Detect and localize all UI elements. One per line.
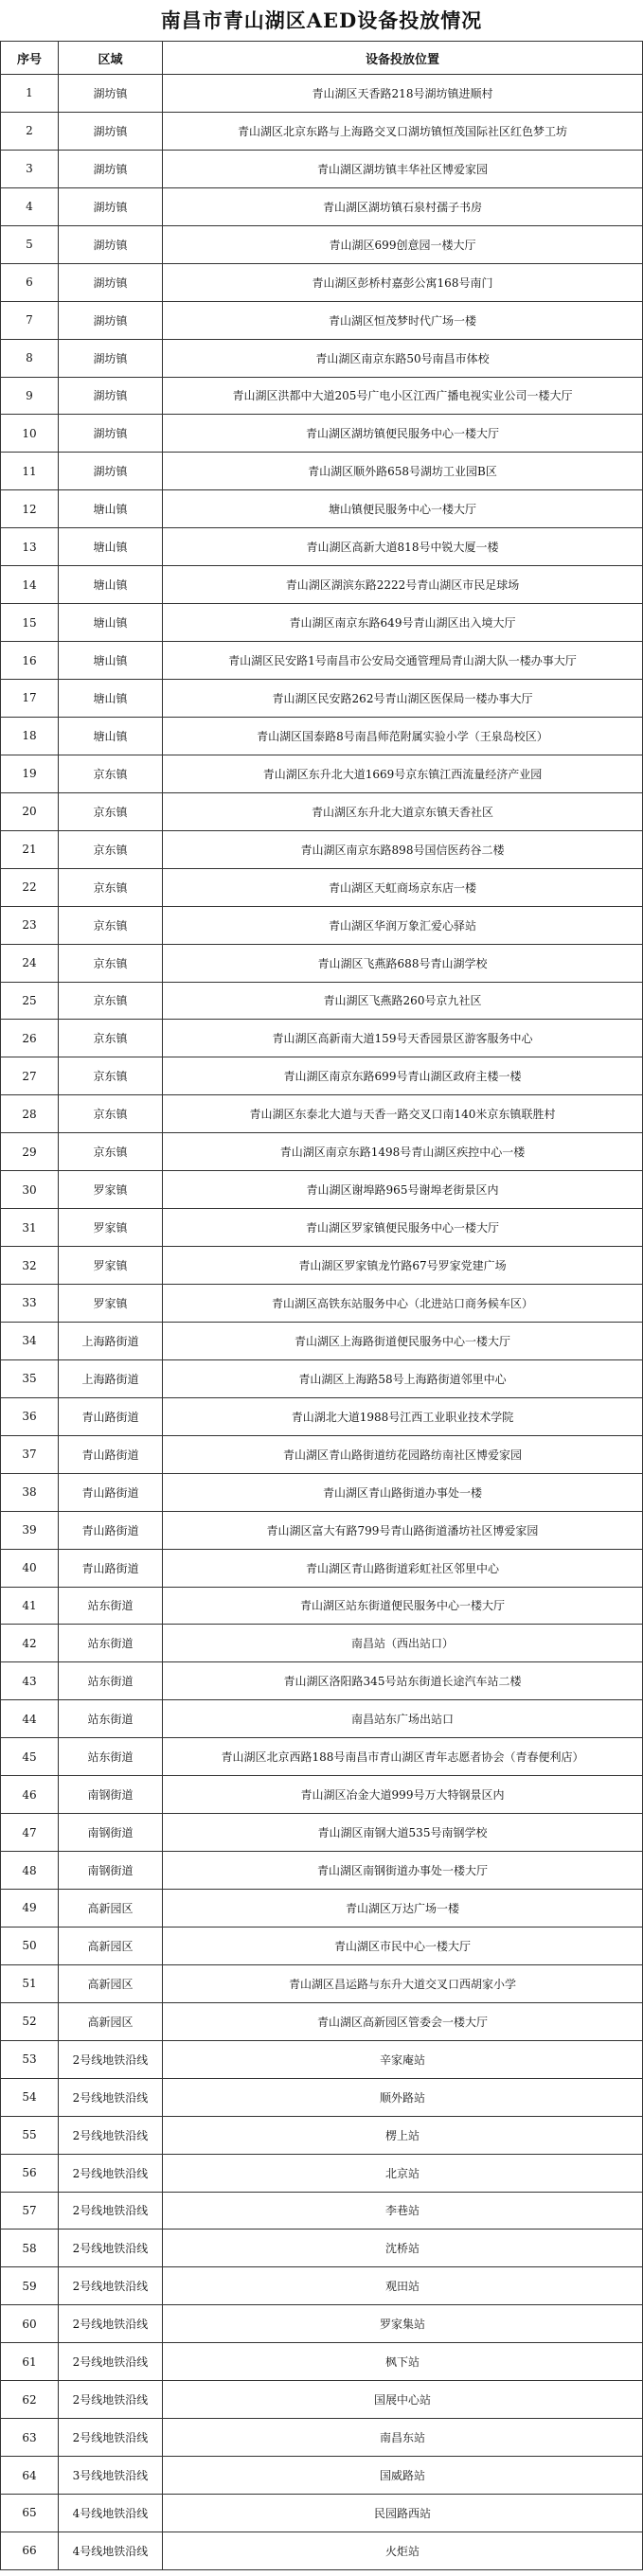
cell-no: 34 <box>1 1322 59 1359</box>
cell-location: 青山湖区北京西路188号南昌市青山湖区青年志愿者协会（青春便利店） <box>163 1738 643 1776</box>
cell-location: 沈桥站 <box>163 2230 643 2267</box>
cell-location: 青山湖区洛阳路345号站东街道长途汽车站二楼 <box>163 1662 643 1700</box>
cell-no: 4 <box>1 187 59 225</box>
cell-area: 湖坊镇 <box>59 377 163 415</box>
table-row <box>1 1700 643 1738</box>
cell-location: 民园路西站 <box>163 2495 643 2532</box>
cell-location: 顺外路站 <box>163 2078 643 2116</box>
table-row <box>1 187 643 225</box>
cell-area: 2号线地铁沿线 <box>59 2040 163 2078</box>
cell-no: 11 <box>1 453 59 490</box>
cell-no: 17 <box>1 680 59 718</box>
cell-no: 39 <box>1 1511 59 1549</box>
cell-location: 青山湖区市民中心一楼大厅 <box>163 1927 643 1964</box>
table-row <box>1 225 643 263</box>
cell-location: 青山湖区东升北大道1669号京东镇江西流量经济产业园 <box>163 755 643 792</box>
cell-area: 湖坊镇 <box>59 75 163 113</box>
cell-no: 21 <box>1 830 59 868</box>
cell-area: 2号线地铁沿线 <box>59 2230 163 2267</box>
cell-area: 4号线地铁沿线 <box>59 2495 163 2532</box>
cell-area: 湖坊镇 <box>59 339 163 377</box>
cell-location: 青山湖区谢埠路965号谢埠老街景区内 <box>163 1171 643 1209</box>
table-row <box>1 1511 643 1549</box>
table-row <box>1 528 643 566</box>
cell-area: 京东镇 <box>59 906 163 944</box>
cell-location: 塘山镇便民服务中心一楼大厅 <box>163 490 643 528</box>
cell-area: 2号线地铁沿线 <box>59 2381 163 2419</box>
cell-area: 南钢街道 <box>59 1814 163 1852</box>
table-row <box>1 944 643 982</box>
cell-no: 35 <box>1 1359 59 1397</box>
cell-no: 51 <box>1 1964 59 2002</box>
cell-area: 2号线地铁沿线 <box>59 2267 163 2305</box>
cell-no: 26 <box>1 1020 59 1057</box>
cell-location: 青山湖区东泰北大道与天香一路交叉口南140米京东镇联胜村 <box>163 1095 643 1133</box>
cell-area: 青山路街道 <box>59 1549 163 1587</box>
cell-area: 上海路街道 <box>59 1359 163 1397</box>
cell-no: 33 <box>1 1285 59 1323</box>
cell-location: 青山湖区民安路1号南昌市公安局交通管理局青山湖大队一楼办事大厅 <box>163 642 643 680</box>
cell-area: 湖坊镇 <box>59 453 163 490</box>
cell-area: 湖坊镇 <box>59 415 163 453</box>
cell-no: 2 <box>1 112 59 150</box>
cell-area: 塘山镇 <box>59 680 163 718</box>
cell-no: 28 <box>1 1095 59 1133</box>
cell-no: 36 <box>1 1397 59 1435</box>
cell-location: 青山湖区东升北大道京东镇天香社区 <box>163 792 643 830</box>
cell-location: 南昌站东广场出站口 <box>163 1700 643 1738</box>
table-row <box>1 1020 643 1057</box>
table-row <box>1 830 643 868</box>
cell-location: 青山湖区699创意园一楼大厅 <box>163 225 643 263</box>
cell-area: 湖坊镇 <box>59 150 163 187</box>
table-row <box>1 1738 643 1776</box>
cell-no: 5 <box>1 225 59 263</box>
cell-area: 2号线地铁沿线 <box>59 2116 163 2154</box>
cell-location: 李巷站 <box>163 2192 643 2230</box>
table-row <box>1 2192 643 2230</box>
cell-location: 观田站 <box>163 2267 643 2305</box>
cell-no: 47 <box>1 1814 59 1852</box>
cell-area: 青山路街道 <box>59 1435 163 1473</box>
table-row <box>1 1359 643 1397</box>
cell-area: 2号线地铁沿线 <box>59 2419 163 2457</box>
cell-no: 1 <box>1 75 59 113</box>
cell-location: 楞上站 <box>163 2116 643 2154</box>
table-row <box>1 755 643 792</box>
table-row <box>1 2457 643 2495</box>
cell-area: 京东镇 <box>59 1133 163 1171</box>
cell-no: 55 <box>1 2116 59 2154</box>
cell-area: 京东镇 <box>59 982 163 1020</box>
table-row <box>1 415 643 453</box>
table-row <box>1 566 643 604</box>
table-row <box>1 1964 643 2002</box>
cell-area: 高新园区 <box>59 1927 163 1964</box>
cell-no: 48 <box>1 1852 59 1890</box>
cell-location: 青山湖区南钢街道办事处一楼大厅 <box>163 1852 643 1890</box>
aed-location-table <box>0 41 643 2570</box>
cell-no: 45 <box>1 1738 59 1776</box>
table-header-row <box>1 42 643 75</box>
cell-no: 62 <box>1 2381 59 2419</box>
table-row <box>1 1927 643 1964</box>
cell-location: 青山湖区华润万象汇爱心驿站 <box>163 906 643 944</box>
cell-location: 火炬站 <box>163 2532 643 2569</box>
cell-area: 罗家镇 <box>59 1247 163 1285</box>
cell-area: 高新园区 <box>59 1964 163 2002</box>
cell-location: 枫下站 <box>163 2343 643 2381</box>
table-row <box>1 150 643 187</box>
cell-location: 青山湖区湖坊镇便民服务中心一楼大厅 <box>163 415 643 453</box>
cell-location: 青山湖区南京东路699号青山湖区政府主楼一楼 <box>163 1057 643 1095</box>
cell-area: 塘山镇 <box>59 528 163 566</box>
cell-no: 38 <box>1 1473 59 1511</box>
cell-area: 京东镇 <box>59 944 163 982</box>
cell-area: 京东镇 <box>59 1057 163 1095</box>
cell-location: 青山湖区南京东路898号国信医药谷二楼 <box>163 830 643 868</box>
cell-no: 64 <box>1 2457 59 2495</box>
table-row <box>1 2116 643 2154</box>
cell-area: 湖坊镇 <box>59 301 163 339</box>
cell-no: 12 <box>1 490 59 528</box>
cell-area: 青山路街道 <box>59 1397 163 1435</box>
cell-no: 3 <box>1 150 59 187</box>
table-row <box>1 868 643 906</box>
table-row <box>1 263 643 301</box>
cell-no: 22 <box>1 868 59 906</box>
table-row <box>1 2267 643 2305</box>
cell-no: 52 <box>1 2002 59 2040</box>
cell-no: 19 <box>1 755 59 792</box>
cell-location: 青山湖区青山路街道办事处一楼 <box>163 1473 643 1511</box>
table-row <box>1 453 643 490</box>
cell-no: 16 <box>1 642 59 680</box>
cell-area: 京东镇 <box>59 830 163 868</box>
cell-location: 罗家集站 <box>163 2305 643 2343</box>
cell-location: 青山湖区南钢大道535号南钢学校 <box>163 1814 643 1852</box>
cell-location: 青山湖区湖滨东路2222号青山湖区市民足球场 <box>163 566 643 604</box>
table-row <box>1 1209 643 1247</box>
cell-location: 青山湖区罗家镇龙竹路67号罗家党建广场 <box>163 1247 643 1285</box>
table-row <box>1 1133 643 1171</box>
cell-no: 49 <box>1 1890 59 1928</box>
header-area: 区域 <box>59 42 163 75</box>
table-row <box>1 2230 643 2267</box>
cell-area: 站东街道 <box>59 1700 163 1738</box>
cell-location: 国威路站 <box>163 2457 643 2495</box>
table-row <box>1 642 643 680</box>
table-row <box>1 1776 643 1814</box>
cell-area: 塘山镇 <box>59 642 163 680</box>
cell-location: 青山湖区顺外路658号湖坊工业园B区 <box>163 453 643 490</box>
cell-location: 青山湖区高新大道818号中锐大厦一楼 <box>163 528 643 566</box>
cell-no: 15 <box>1 604 59 642</box>
cell-location: 南昌东站 <box>163 2419 643 2457</box>
table-row <box>1 982 643 1020</box>
header-location: 设备投放位置 <box>163 42 643 75</box>
header-no: 序号 <box>1 42 59 75</box>
cell-no: 13 <box>1 528 59 566</box>
table-row <box>1 1662 643 1700</box>
cell-no: 46 <box>1 1776 59 1814</box>
cell-location: 青山湖区冶金大道999号万大特钢景区内 <box>163 1776 643 1814</box>
cell-location: 青山湖区青山路街道彩虹社区邻里中心 <box>163 1549 643 1587</box>
table-row <box>1 377 643 415</box>
table-row <box>1 2419 643 2457</box>
cell-no: 25 <box>1 982 59 1020</box>
page-title: 南昌市青山湖区AED设备投放情况 <box>160 9 483 32</box>
cell-area: 京东镇 <box>59 755 163 792</box>
cell-area: 南钢街道 <box>59 1776 163 1814</box>
cell-no: 9 <box>1 377 59 415</box>
cell-no: 42 <box>1 1625 59 1662</box>
cell-location: 青山湖区湖坊镇丰华社区博爱家园 <box>163 150 643 187</box>
cell-area: 站东街道 <box>59 1738 163 1776</box>
cell-area: 2号线地铁沿线 <box>59 2078 163 2116</box>
cell-location: 青山湖区民安路262号青山湖区医保局一楼办事大厅 <box>163 680 643 718</box>
table-row <box>1 2154 643 2192</box>
cell-area: 湖坊镇 <box>59 225 163 263</box>
cell-no: 65 <box>1 2495 59 2532</box>
table-row <box>1 2078 643 2116</box>
cell-area: 湖坊镇 <box>59 112 163 150</box>
cell-no: 23 <box>1 906 59 944</box>
cell-location: 青山湖区北京东路与上海路交叉口湖坊镇恒茂国际社区红色梦工坊 <box>163 112 643 150</box>
cell-no: 20 <box>1 792 59 830</box>
cell-location: 青山湖区天虹商场京东店一楼 <box>163 868 643 906</box>
cell-area: 罗家镇 <box>59 1285 163 1323</box>
cell-no: 56 <box>1 2154 59 2192</box>
cell-location: 青山湖区万达广场一楼 <box>163 1890 643 1928</box>
cell-location: 青山湖区国泰路8号南昌师范附属实验小学（王泉岛校区） <box>163 717 643 755</box>
cell-area: 塘山镇 <box>59 490 163 528</box>
cell-area: 青山路街道 <box>59 1473 163 1511</box>
cell-location: 青山湖区恒茂梦时代广场一楼 <box>163 301 643 339</box>
cell-area: 罗家镇 <box>59 1171 163 1209</box>
cell-no: 66 <box>1 2532 59 2569</box>
cell-area: 高新园区 <box>59 1890 163 1928</box>
cell-location: 青山湖区洪都中大道205号广电小区江西广播电视实业公司一楼大厅 <box>163 377 643 415</box>
cell-no: 63 <box>1 2419 59 2457</box>
cell-no: 18 <box>1 717 59 755</box>
table-row <box>1 2532 643 2569</box>
cell-area: 站东街道 <box>59 1662 163 1700</box>
cell-no: 8 <box>1 339 59 377</box>
cell-location: 北京站 <box>163 2154 643 2192</box>
cell-no: 54 <box>1 2078 59 2116</box>
table-row <box>1 1171 643 1209</box>
cell-location: 青山湖区上海路58号上海路街道邻里中心 <box>163 1359 643 1397</box>
cell-no: 44 <box>1 1700 59 1738</box>
cell-area: 高新园区 <box>59 2002 163 2040</box>
cell-no: 50 <box>1 1927 59 1964</box>
cell-area: 京东镇 <box>59 1020 163 1057</box>
cell-area: 2号线地铁沿线 <box>59 2343 163 2381</box>
table-row <box>1 1322 643 1359</box>
table-row <box>1 1890 643 1928</box>
table-row <box>1 2305 643 2343</box>
table-row <box>1 1285 643 1323</box>
cell-no: 59 <box>1 2267 59 2305</box>
table-row <box>1 1095 643 1133</box>
cell-location: 青山湖区飞燕路688号青山湖学校 <box>163 944 643 982</box>
cell-location: 青山湖区高新南大道159号天香园景区游客服务中心 <box>163 1020 643 1057</box>
table-row <box>1 717 643 755</box>
cell-location: 青山湖区南京东路649号青山湖区出入境大厅 <box>163 604 643 642</box>
table-row <box>1 2381 643 2419</box>
cell-no: 58 <box>1 2230 59 2267</box>
table-row <box>1 604 643 642</box>
cell-location: 青山湖区天香路218号湖坊镇进顺村 <box>163 75 643 113</box>
cell-area: 2号线地铁沿线 <box>59 2305 163 2343</box>
table-row <box>1 1549 643 1587</box>
cell-area: 上海路街道 <box>59 1322 163 1359</box>
cell-area: 2号线地铁沿线 <box>59 2154 163 2192</box>
cell-no: 37 <box>1 1435 59 1473</box>
cell-area: 塘山镇 <box>59 717 163 755</box>
table-row <box>1 490 643 528</box>
cell-no: 53 <box>1 2040 59 2078</box>
cell-location: 青山湖区高新园区管委会一楼大厅 <box>163 2002 643 2040</box>
cell-no: 10 <box>1 415 59 453</box>
table-row <box>1 2343 643 2381</box>
table-row <box>1 1852 643 1890</box>
cell-area: 京东镇 <box>59 792 163 830</box>
table-row <box>1 2040 643 2078</box>
table-row <box>1 792 643 830</box>
cell-location: 青山湖区昌运路与东升大道交叉口西胡家小学 <box>163 1964 643 2002</box>
cell-location: 辛家庵站 <box>163 2040 643 2078</box>
cell-location: 南昌站（西出站口） <box>163 1625 643 1662</box>
cell-area: 南钢街道 <box>59 1852 163 1890</box>
cell-area: 湖坊镇 <box>59 187 163 225</box>
cell-location: 青山湖区罗家镇便民服务中心一楼大厅 <box>163 1209 643 1247</box>
cell-area: 湖坊镇 <box>59 263 163 301</box>
table-row <box>1 2495 643 2532</box>
cell-location: 青山湖区南京东路1498号青山湖区疾控中心一楼 <box>163 1133 643 1171</box>
table-row <box>1 75 643 113</box>
cell-location: 青山湖区站东街道便民服务中心一楼大厅 <box>163 1587 643 1625</box>
table-row <box>1 301 643 339</box>
cell-location: 青山湖区高铁东站服务中心（北进站口商务候车区） <box>163 1285 643 1323</box>
cell-area: 站东街道 <box>59 1625 163 1662</box>
cell-area: 罗家镇 <box>59 1209 163 1247</box>
table-row <box>1 1814 643 1852</box>
cell-no: 60 <box>1 2305 59 2343</box>
cell-no: 32 <box>1 1247 59 1285</box>
cell-no: 31 <box>1 1209 59 1247</box>
cell-no: 61 <box>1 2343 59 2381</box>
table-row <box>1 1587 643 1625</box>
cell-location: 国展中心站 <box>163 2381 643 2419</box>
table-row <box>1 112 643 150</box>
cell-location: 青山湖区上海路街道便民服务中心一楼大厅 <box>163 1322 643 1359</box>
cell-no: 41 <box>1 1587 59 1625</box>
cell-no: 43 <box>1 1662 59 1700</box>
cell-no: 57 <box>1 2192 59 2230</box>
table-row <box>1 1057 643 1095</box>
cell-area: 4号线地铁沿线 <box>59 2532 163 2569</box>
table-row <box>1 1473 643 1511</box>
table-row <box>1 1625 643 1662</box>
cell-location: 青山湖区富大有路799号青山路街道潘坊社区博爱家园 <box>163 1511 643 1549</box>
cell-area: 2号线地铁沿线 <box>59 2192 163 2230</box>
cell-area: 塘山镇 <box>59 604 163 642</box>
cell-area: 3号线地铁沿线 <box>59 2457 163 2495</box>
cell-no: 7 <box>1 301 59 339</box>
cell-location: 青山湖区彭桥村嘉彭公寓168号南门 <box>163 263 643 301</box>
table-row <box>1 1397 643 1435</box>
cell-area: 京东镇 <box>59 1095 163 1133</box>
cell-area: 京东镇 <box>59 868 163 906</box>
cell-no: 14 <box>1 566 59 604</box>
cell-location: 青山湖区飞燕路260号京九社区 <box>163 982 643 1020</box>
cell-location: 青山湖区青山路街道纺花园路纺南社区博爱家园 <box>163 1435 643 1473</box>
cell-area: 站东街道 <box>59 1587 163 1625</box>
table-row <box>1 2002 643 2040</box>
cell-no: 27 <box>1 1057 59 1095</box>
table-row <box>1 680 643 718</box>
cell-no: 40 <box>1 1549 59 1587</box>
table-body <box>1 75 643 2570</box>
cell-area: 塘山镇 <box>59 566 163 604</box>
cell-area: 青山路街道 <box>59 1511 163 1549</box>
table-row <box>1 339 643 377</box>
cell-location: 青山湖区湖坊镇石泉村孺子书房 <box>163 187 643 225</box>
cell-location: 青山湖区南京东路50号南昌市体校 <box>163 339 643 377</box>
table-row <box>1 906 643 944</box>
cell-no: 24 <box>1 944 59 982</box>
table-row <box>1 1247 643 1285</box>
cell-location: 青山湖北大道1988号江西工业职业技术学院 <box>163 1397 643 1435</box>
cell-no: 29 <box>1 1133 59 1171</box>
cell-no: 30 <box>1 1171 59 1209</box>
table-row <box>1 1435 643 1473</box>
cell-no: 6 <box>1 263 59 301</box>
